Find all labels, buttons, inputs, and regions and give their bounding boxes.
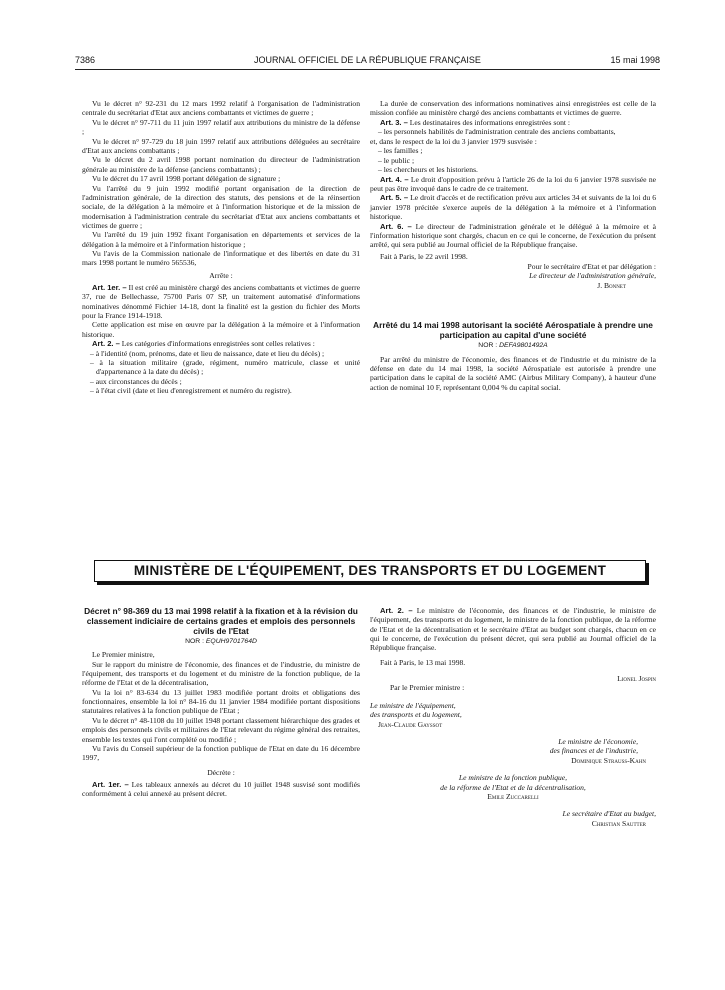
vu-paragraph: Vu l'arrêté du 19 juin 1992 fixant l'organisation en départements et services de la délégation à la mémoire et à l'information historique ;	[82, 230, 360, 249]
article-3-continued: et, dans le respect de la loi du 3 janvier 1979 susvisée :	[370, 136, 537, 146]
article-6	[370, 222, 656, 250]
minister-title: des transports et du logement,	[370, 710, 462, 720]
article-text: Il est créé au ministère chargé des anciens combattants et victimes de guerre 37, rue de Bellechasse, 75700 Paris 07 SP, un traitement automatisé d'informations nominatives dénommé Fichier 14-18, dont la finalité est la gestion du fichier des Morts pour la France 1914-1918.	[82, 282, 360, 320]
minister-title: Le ministre de l'économie,	[558, 736, 638, 746]
article-1	[82, 780, 360, 799]
list-item: – les personnels habilités de l'administration centrale des anciens combattants,	[378, 127, 616, 137]
vu-paragraph: Vu le décret n° 97-711 du 11 juin 1997 relatif aux attributions du ministre de la défense ;	[82, 117, 360, 137]
left-column-bottom	[82, 606, 360, 799]
article-text: Les tableaux annexés au décret du 10 juillet 1948 susvisé sont modifiés conformément à celui annexé au présent décret.	[82, 779, 360, 799]
premier-ministre: Le Premier ministre,	[92, 650, 155, 660]
signatory-name: J. Bonnet	[597, 280, 626, 290]
vu-paragraph: Vu l'avis du Conseil supérieur de la fonction publique de l'Etat en date du 16 décembre 1997,	[82, 744, 360, 763]
minister-title: de la réforme de l'Etat et de la décentralisation,	[440, 782, 586, 792]
decree-text: Par arrêté du ministre de l'économie, des finances et de l'industrie et du ministre de la défense en date du 14 mai 1998, la société Aérospatiale est autorisée à prendre une participation dans le capital de la société AMC (Airbus Military Company), à hauteur d'une action de nominal 10 F, représentant 0,004 % du capital social.	[370, 354, 656, 392]
article-label: Art. 2. –	[92, 339, 120, 349]
article-label: Art. 4. –	[380, 174, 409, 184]
signatory-name: Dominique Strauss-Kahn	[571, 755, 646, 765]
list-item: – les chercheurs et les historiens.	[378, 165, 478, 175]
right-column-top	[370, 99, 656, 392]
vu-paragraph: Vu le décret du 2 avril 1998 portant nomination du directeur de l'administration générale au ministère de la défense (anciens combattants) ;	[82, 155, 360, 174]
article-text: Les destinataires des informations enregistrées sont :	[409, 117, 571, 127]
list-item: – aux circonstances du décès ;	[90, 376, 182, 386]
decrete-heading: Décrète :	[207, 767, 235, 777]
article-label: Art. 3. –	[380, 117, 408, 127]
issue-date: 15 mai 1998	[610, 55, 660, 65]
list-item: – à l'état civil (date et lieu d'enregistrement et numéro du registre).	[90, 386, 292, 396]
article-1	[82, 283, 360, 320]
article-5	[370, 193, 656, 221]
nor-code: DEFA9801492A	[499, 342, 548, 350]
minister-title: Le ministre de l'équipement,	[370, 700, 456, 710]
signature-title: Le directeur de l'administration générale,	[529, 271, 656, 281]
signatory-name: Emile Zuccarelli	[487, 792, 539, 802]
article-text: Les catégories d'informations enregistrées sont celles relatives :	[121, 339, 315, 349]
conservation-paragraph: La durée de conservation des informations nominatives ainsi enregistrées est celle de la mission confiée au ministère chargé des anciens combattants et victimes de guerre.	[370, 99, 656, 118]
article-text: Le droit d'accès et de rectification prévu aux articles 34 et suivants de la loi du 6 janvier 1978 précitée s'exerce auprès de la délégation à la mémoire et à l'information historique.	[370, 193, 656, 222]
article-3	[370, 118, 656, 127]
right-column-bottom	[370, 606, 656, 828]
signatory-name: Christian Sautter	[591, 818, 646, 828]
article-2	[82, 339, 360, 348]
signature-date: Fait à Paris, le 22 avril 1998.	[380, 252, 468, 262]
ministry-banner: MINISTÈRE DE L'ÉQUIPEMENT, DES TRANSPORTS ET DU LOGEMENT	[94, 560, 646, 582]
article-1-continued: Cette application est mise en œuvre par la délégation à la mémoire et à l'information historique.	[82, 320, 360, 339]
nor-label: NOR :	[478, 342, 498, 350]
signature-line: Pour le secrétaire d'Etat et par délégation :	[527, 261, 656, 271]
nor-reference	[82, 637, 360, 646]
vu-paragraph: Vu l'avis de la Commission nationale de l'informatique et des libertés en date du 31 mars 1998 portant le numéro 565536,	[82, 249, 360, 268]
article-text: Le droit d'opposition prévu à l'article 26 de la loi du 6 janvier 1978 susvisée ne peut pas être invoqué dans le cadre de ce traitement.	[370, 174, 656, 193]
vu-paragraph: Vu la loi n° 83-634 du 13 juillet 1983 modifiée portant droits et obligations des fonctionnaires, ensemble la loi n° 84-16 du 11 janvier 1984 modifiée portant dispositions statutaires relatives à la fonction publique de l'Etat ;	[82, 687, 360, 716]
list-item: – à la situation militaire (grade, régiment, numéro matricule, classe et unité d'appartenance à la date du décès) ;	[90, 358, 360, 377]
signatory-name: Lionel Jospin	[617, 673, 656, 683]
nor-code: EQUH9701764D	[205, 638, 257, 645]
article-label: Art. 6. –	[380, 221, 412, 231]
nor-label: NOR :	[185, 638, 204, 645]
article-label: Art. 5. –	[380, 193, 409, 203]
article-label: Art. 2. –	[380, 606, 413, 615]
article-text: Le directeur de l'administration générale et le délégué à la mémoire et à l'information historique sont chargés, chacun en ce qui le concerne, de l'exécution du présent arrêté, qui sera publié au Journal officiel de la République française.	[370, 221, 657, 250]
minister-title: Le secrétaire d'Etat au budget,	[562, 809, 656, 819]
article-label: Art. 1er. –	[92, 779, 129, 789]
signature-date: Fait à Paris, le 13 mai 1998.	[380, 658, 466, 668]
arrete-heading: Arrête :	[209, 270, 233, 280]
left-column-top	[82, 99, 360, 396]
vu-paragraph: Vu le décret n° 97-729 du 18 juin 1997 relatif aux attributions déléguées au secrétaire d'Etat aux anciens combattants ;	[82, 136, 360, 155]
vu-paragraph: Vu le décret n° 48-1108 du 10 juillet 1948 portant classement hiérarchique des grades et emplois des personnels civils et militaires de l'Etat relevant du régime général des retraites, ensemble les textes qui l'ont complété ou modifié ;	[82, 715, 360, 744]
decree-title: Arrêté du 14 mai 1998 autorisant la société Aérospatiale à prendre une participation au capital d'une société	[373, 320, 653, 341]
article-4	[370, 175, 656, 194]
article-2	[370, 606, 656, 652]
page-number: 7386	[75, 55, 96, 65]
minister-title: Le ministre de la fonction publique,	[458, 773, 568, 783]
nor-reference	[370, 341, 656, 350]
article-text: Le ministre de l'économie, des finances et de l'industrie, le ministre de l'équipement, des transports et du logement, le ministre de la fonction publique, de la réforme de l'Etat et de la décentralisation et le secrétaire d'Etat au budget sont chargés, chacun en ce qui le concerne, de l'exécution du présent décret, qui sera publié au Journal officiel de la République française.	[370, 606, 656, 653]
list-item: – à l'identité (nom, prénoms, date et lieu de naissance, date et lieu du décès) ;	[90, 348, 325, 358]
list-item: – les familles ;	[378, 146, 423, 156]
list-item: – le public ;	[378, 155, 415, 165]
article-label: Art. 1er. –	[92, 282, 127, 292]
par-premier-ministre: Par le Premier ministre :	[390, 683, 465, 693]
journal-title: JOURNAL OFFICIEL DE LA RÉPUBLIQUE FRANÇAISE	[254, 55, 481, 65]
vu-paragraph: Vu le décret n° 92-231 du 12 mars 1992 relatif à l'organisation de l'administration centrale du secrétariat d'Etat aux anciens combattants et victimes de guerre ;	[82, 99, 360, 118]
page-header	[75, 55, 660, 69]
decree-title: Décret n° 98-369 du 13 mai 1998 relatif à la fixation et à la révision du classement indiciaire de certains grades et emplois des personnels civils de l'Etat	[84, 606, 358, 636]
vu-paragraph: Vu l'arrêté du 9 juin 1992 modifié portant organisation de la direction de l'administration générale, de la direction des statuts, des pensions et de la réinsertion sociale, de la délégation à la mémoire et à l'information historique et de la mission de modernisation à l'administration centrale du secrétariat d'Etat aux anciens combattants et victimes de guerre ;	[82, 183, 360, 230]
vu-paragraph: Vu le décret du 17 avril 1998 portant délégation de signature ;	[92, 174, 281, 184]
signatory-name: Jean-Claude Gayssot	[378, 719, 443, 729]
vu-paragraph: Sur le rapport du ministre de l'économie, des finances et de l'industrie, du ministre de l'équipement, des transports et du logement et du ministre de la fonction publique, de la réforme de l'Etat et de la décentralisation,	[82, 659, 360, 688]
header-rule	[75, 69, 660, 70]
minister-title: des finances et de l'industrie,	[549, 746, 638, 756]
